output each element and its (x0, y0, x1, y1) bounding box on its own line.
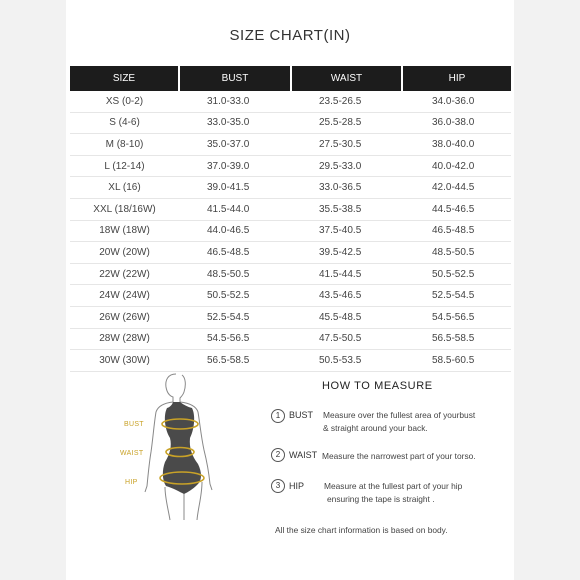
table-header-row (70, 66, 511, 91)
bust-cell: 41.5-44.0 (179, 198, 291, 220)
size-cell: 28W (28W) (70, 328, 179, 350)
waist-cell: 23.5-26.5 (291, 91, 402, 112)
hip-cell: 48.5-50.5 (402, 242, 511, 264)
step-1-text-line2: & straight around your back. (323, 423, 428, 433)
header-hip: HIP (402, 66, 511, 91)
hip-cell: 58.5-60.5 (402, 350, 511, 372)
table-row (70, 134, 511, 156)
size-cell: XL (16) (70, 177, 179, 199)
table-row (70, 220, 511, 242)
step-2-text-line1: Measure the narrowest part of your torso. (322, 451, 476, 461)
hip-cell: 54.5-56.5 (402, 306, 511, 328)
figure-label-waist: WAIST (120, 450, 144, 457)
bust-cell: 39.0-41.5 (179, 177, 291, 199)
hip-cell: 40.0-42.0 (402, 155, 511, 177)
step-3-name: HIP (289, 481, 305, 491)
page-title: SIZE CHART(IN) (229, 27, 351, 44)
step-1-text-line1: Measure over the fullest area of yourbust (323, 410, 476, 420)
figure-label-bust: BUST (124, 421, 144, 428)
waist-cell: 39.5-42.5 (291, 242, 402, 264)
hip-cell: 46.5-48.5 (402, 220, 511, 242)
bust-cell: 33.0-35.0 (179, 112, 291, 134)
table-row (70, 285, 511, 307)
table-row (70, 91, 511, 112)
step-3-text-line1: Measure at the fullest part of your hip (324, 481, 463, 491)
footnote: All the size chart information is based on body. (275, 525, 448, 535)
hip-cell: 38.0-40.0 (402, 134, 511, 156)
header-waist: WAIST (291, 66, 402, 91)
table-body (70, 91, 511, 371)
hip-cell: 52.5-54.5 (402, 285, 511, 307)
size-cell: 24W (24W) (70, 285, 179, 307)
hip-cell: 50.5-52.5 (402, 263, 511, 285)
how-to-measure-title: HOW TO MEASURE (322, 380, 433, 392)
hip-cell: 44.5-46.5 (402, 198, 511, 220)
hip-cell: 34.0-36.0 (402, 91, 511, 112)
size-cell: S (4-6) (70, 112, 179, 134)
bust-cell: 35.0-37.0 (179, 134, 291, 156)
figure-label-hip: HIP (125, 479, 138, 486)
hip-cell: 56.5-58.5 (402, 328, 511, 350)
table-row (70, 328, 511, 350)
waist-cell: 37.5-40.5 (291, 220, 402, 242)
size-cell: M (8-10) (70, 134, 179, 156)
waist-cell: 33.0-36.5 (291, 177, 402, 199)
size-cell: XS (0-2) (70, 91, 179, 112)
table-row (70, 112, 511, 134)
table-row (70, 306, 511, 328)
waist-cell: 43.5-46.5 (291, 285, 402, 307)
bust-cell: 52.5-54.5 (179, 306, 291, 328)
table-row (70, 177, 511, 199)
step-2-number: 2 (271, 448, 285, 462)
waist-cell: 47.5-50.5 (291, 328, 402, 350)
body-silhouette-icon (118, 372, 238, 522)
size-cell: 18W (18W) (70, 220, 179, 242)
bust-cell: 46.5-48.5 (179, 242, 291, 264)
header-bust: BUST (179, 66, 291, 91)
header-size: SIZE (70, 66, 179, 91)
size-cell: L (12-14) (70, 155, 179, 177)
table-row (70, 198, 511, 220)
table-row (70, 242, 511, 264)
step-3-text-line2: ensuring the tape is straight . (327, 494, 435, 504)
hip-cell: 42.0-44.5 (402, 177, 511, 199)
bust-cell: 56.5-58.5 (179, 350, 291, 372)
waist-cell: 27.5-30.5 (291, 134, 402, 156)
size-cell: 26W (26W) (70, 306, 179, 328)
table-row (70, 155, 511, 177)
bust-cell: 31.0-33.0 (179, 91, 291, 112)
bust-cell: 48.5-50.5 (179, 263, 291, 285)
waist-cell: 41.5-44.5 (291, 263, 402, 285)
table-row (70, 350, 511, 372)
waist-cell: 35.5-38.5 (291, 198, 402, 220)
waist-cell: 29.5-33.0 (291, 155, 402, 177)
waist-cell: 50.5-53.5 (291, 350, 402, 372)
bust-cell: 50.5-52.5 (179, 285, 291, 307)
bust-cell: 44.0-46.5 (179, 220, 291, 242)
bust-cell: 37.0-39.0 (179, 155, 291, 177)
size-cell: 22W (22W) (70, 263, 179, 285)
step-2-name: WAIST (289, 450, 318, 460)
size-table (70, 66, 511, 372)
waist-cell: 45.5-48.5 (291, 306, 402, 328)
size-cell: 20W (20W) (70, 242, 179, 264)
waist-cell: 25.5-28.5 (291, 112, 402, 134)
step-3-number: 3 (271, 479, 285, 493)
bust-cell: 54.5-56.5 (179, 328, 291, 350)
body-figure (118, 372, 238, 522)
step-1-name: BUST (289, 410, 314, 420)
table-row (70, 263, 511, 285)
hip-cell: 36.0-38.0 (402, 112, 511, 134)
step-1-number: 1 (271, 409, 285, 423)
size-cell: XXL (18/16W) (70, 198, 179, 220)
size-cell: 30W (30W) (70, 350, 179, 372)
